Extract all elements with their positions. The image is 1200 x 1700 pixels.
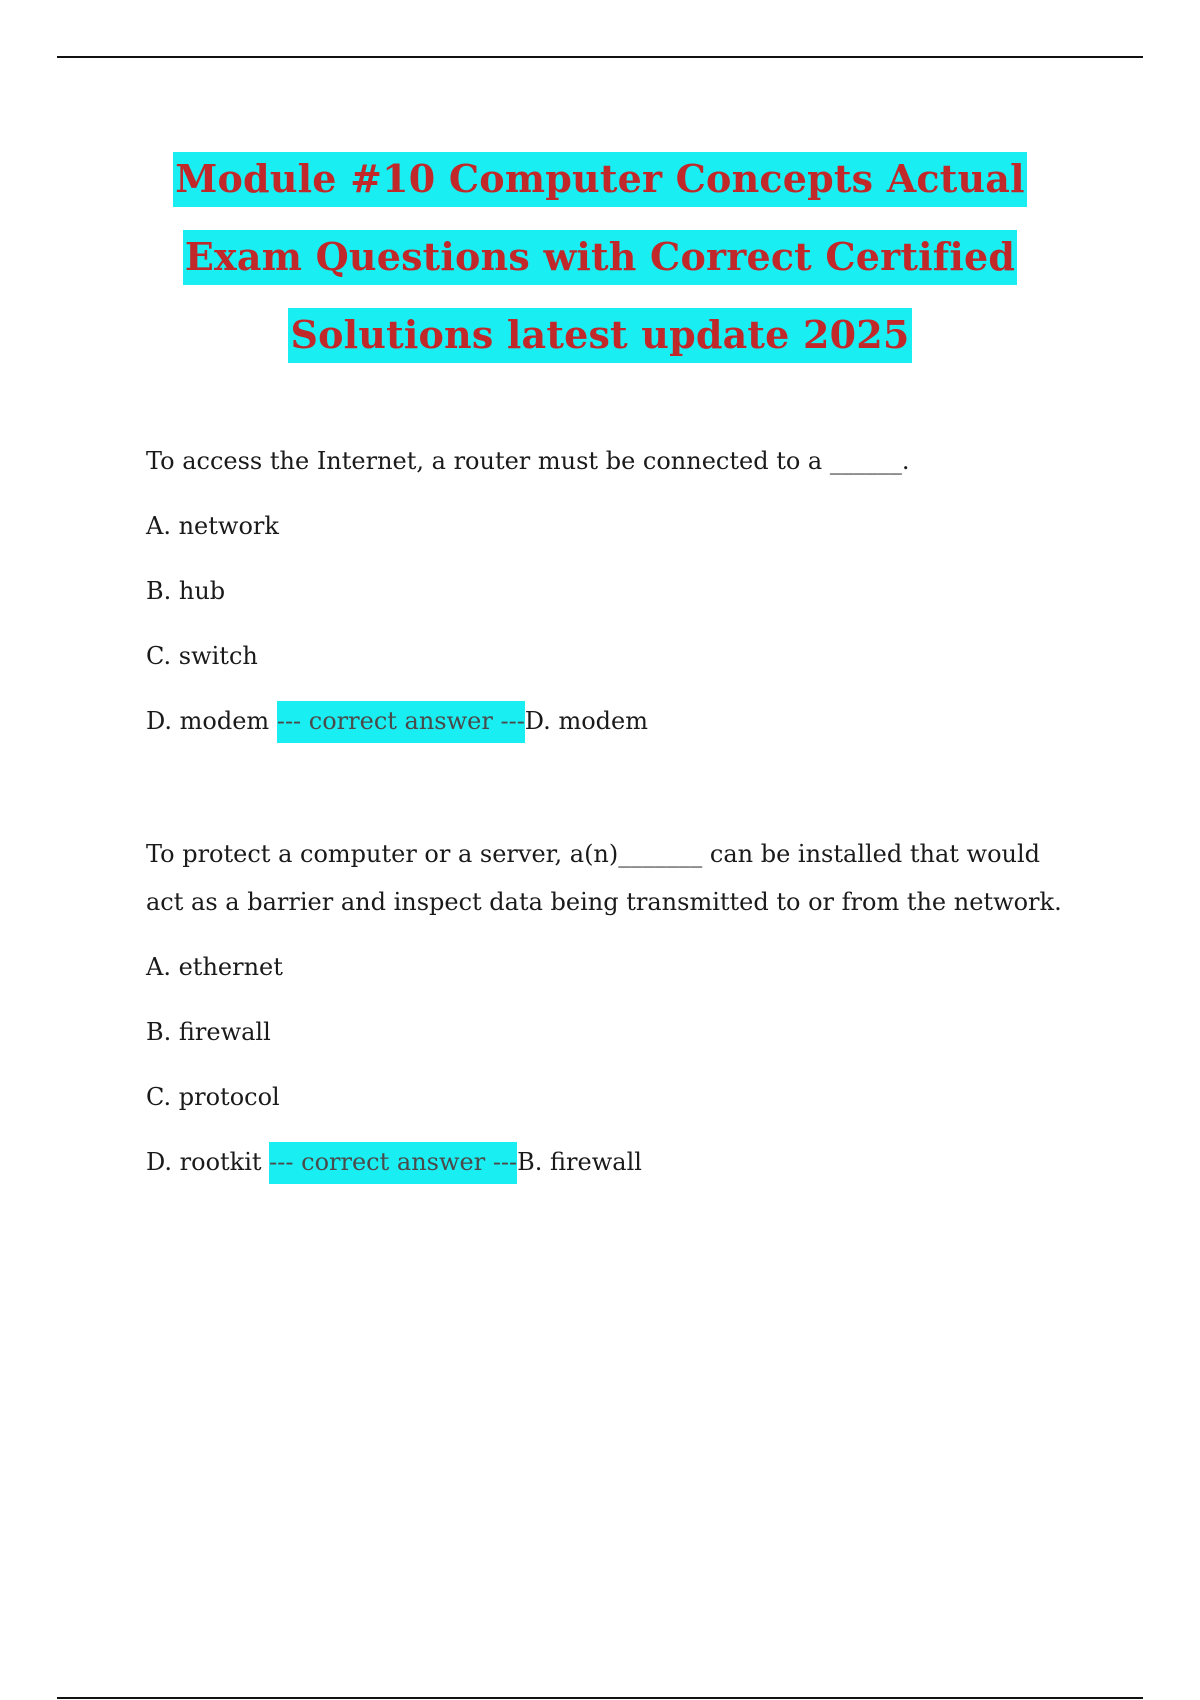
option-a: A. network xyxy=(146,512,279,540)
title-line: Solutions latest update 2025 xyxy=(0,296,1200,374)
option-b: B. hub xyxy=(146,577,226,605)
title-line: Module #10 Computer Concepts Actual xyxy=(0,140,1200,218)
document-title xyxy=(0,140,1200,374)
option-b: B. firewall xyxy=(146,1018,271,1046)
correct-answer: D. modem xyxy=(524,707,648,735)
title-line: Exam Questions with Correct Certified xyxy=(0,218,1200,296)
option-c: C. protocol xyxy=(146,1083,280,1111)
top-rule xyxy=(57,56,1143,58)
correct-answer: B. firewall xyxy=(517,1148,642,1176)
option-a: A. ethernet xyxy=(146,953,283,981)
correct-answer-tag: --- correct answer --- xyxy=(269,1142,517,1184)
question-stem: To protect a computer or a server, a(n)_______ can be installed that would act as a barrier and inspect data being transmitted to or from the network. xyxy=(146,840,1062,916)
question-1 xyxy=(146,437,1066,745)
option-c: C. switch xyxy=(146,642,258,670)
option-d: D. rootkit xyxy=(146,1148,262,1176)
option-d: D. modem xyxy=(146,707,270,735)
bottom-rule xyxy=(57,1697,1143,1699)
question-stem: To access the Internet, a router must be connected to a ______. xyxy=(146,447,910,475)
option-d-with-answer xyxy=(146,1138,1066,1186)
option-d-with-answer xyxy=(146,697,1066,745)
question-2 xyxy=(146,830,1066,1186)
correct-answer-tag: --- correct answer --- xyxy=(277,701,525,743)
